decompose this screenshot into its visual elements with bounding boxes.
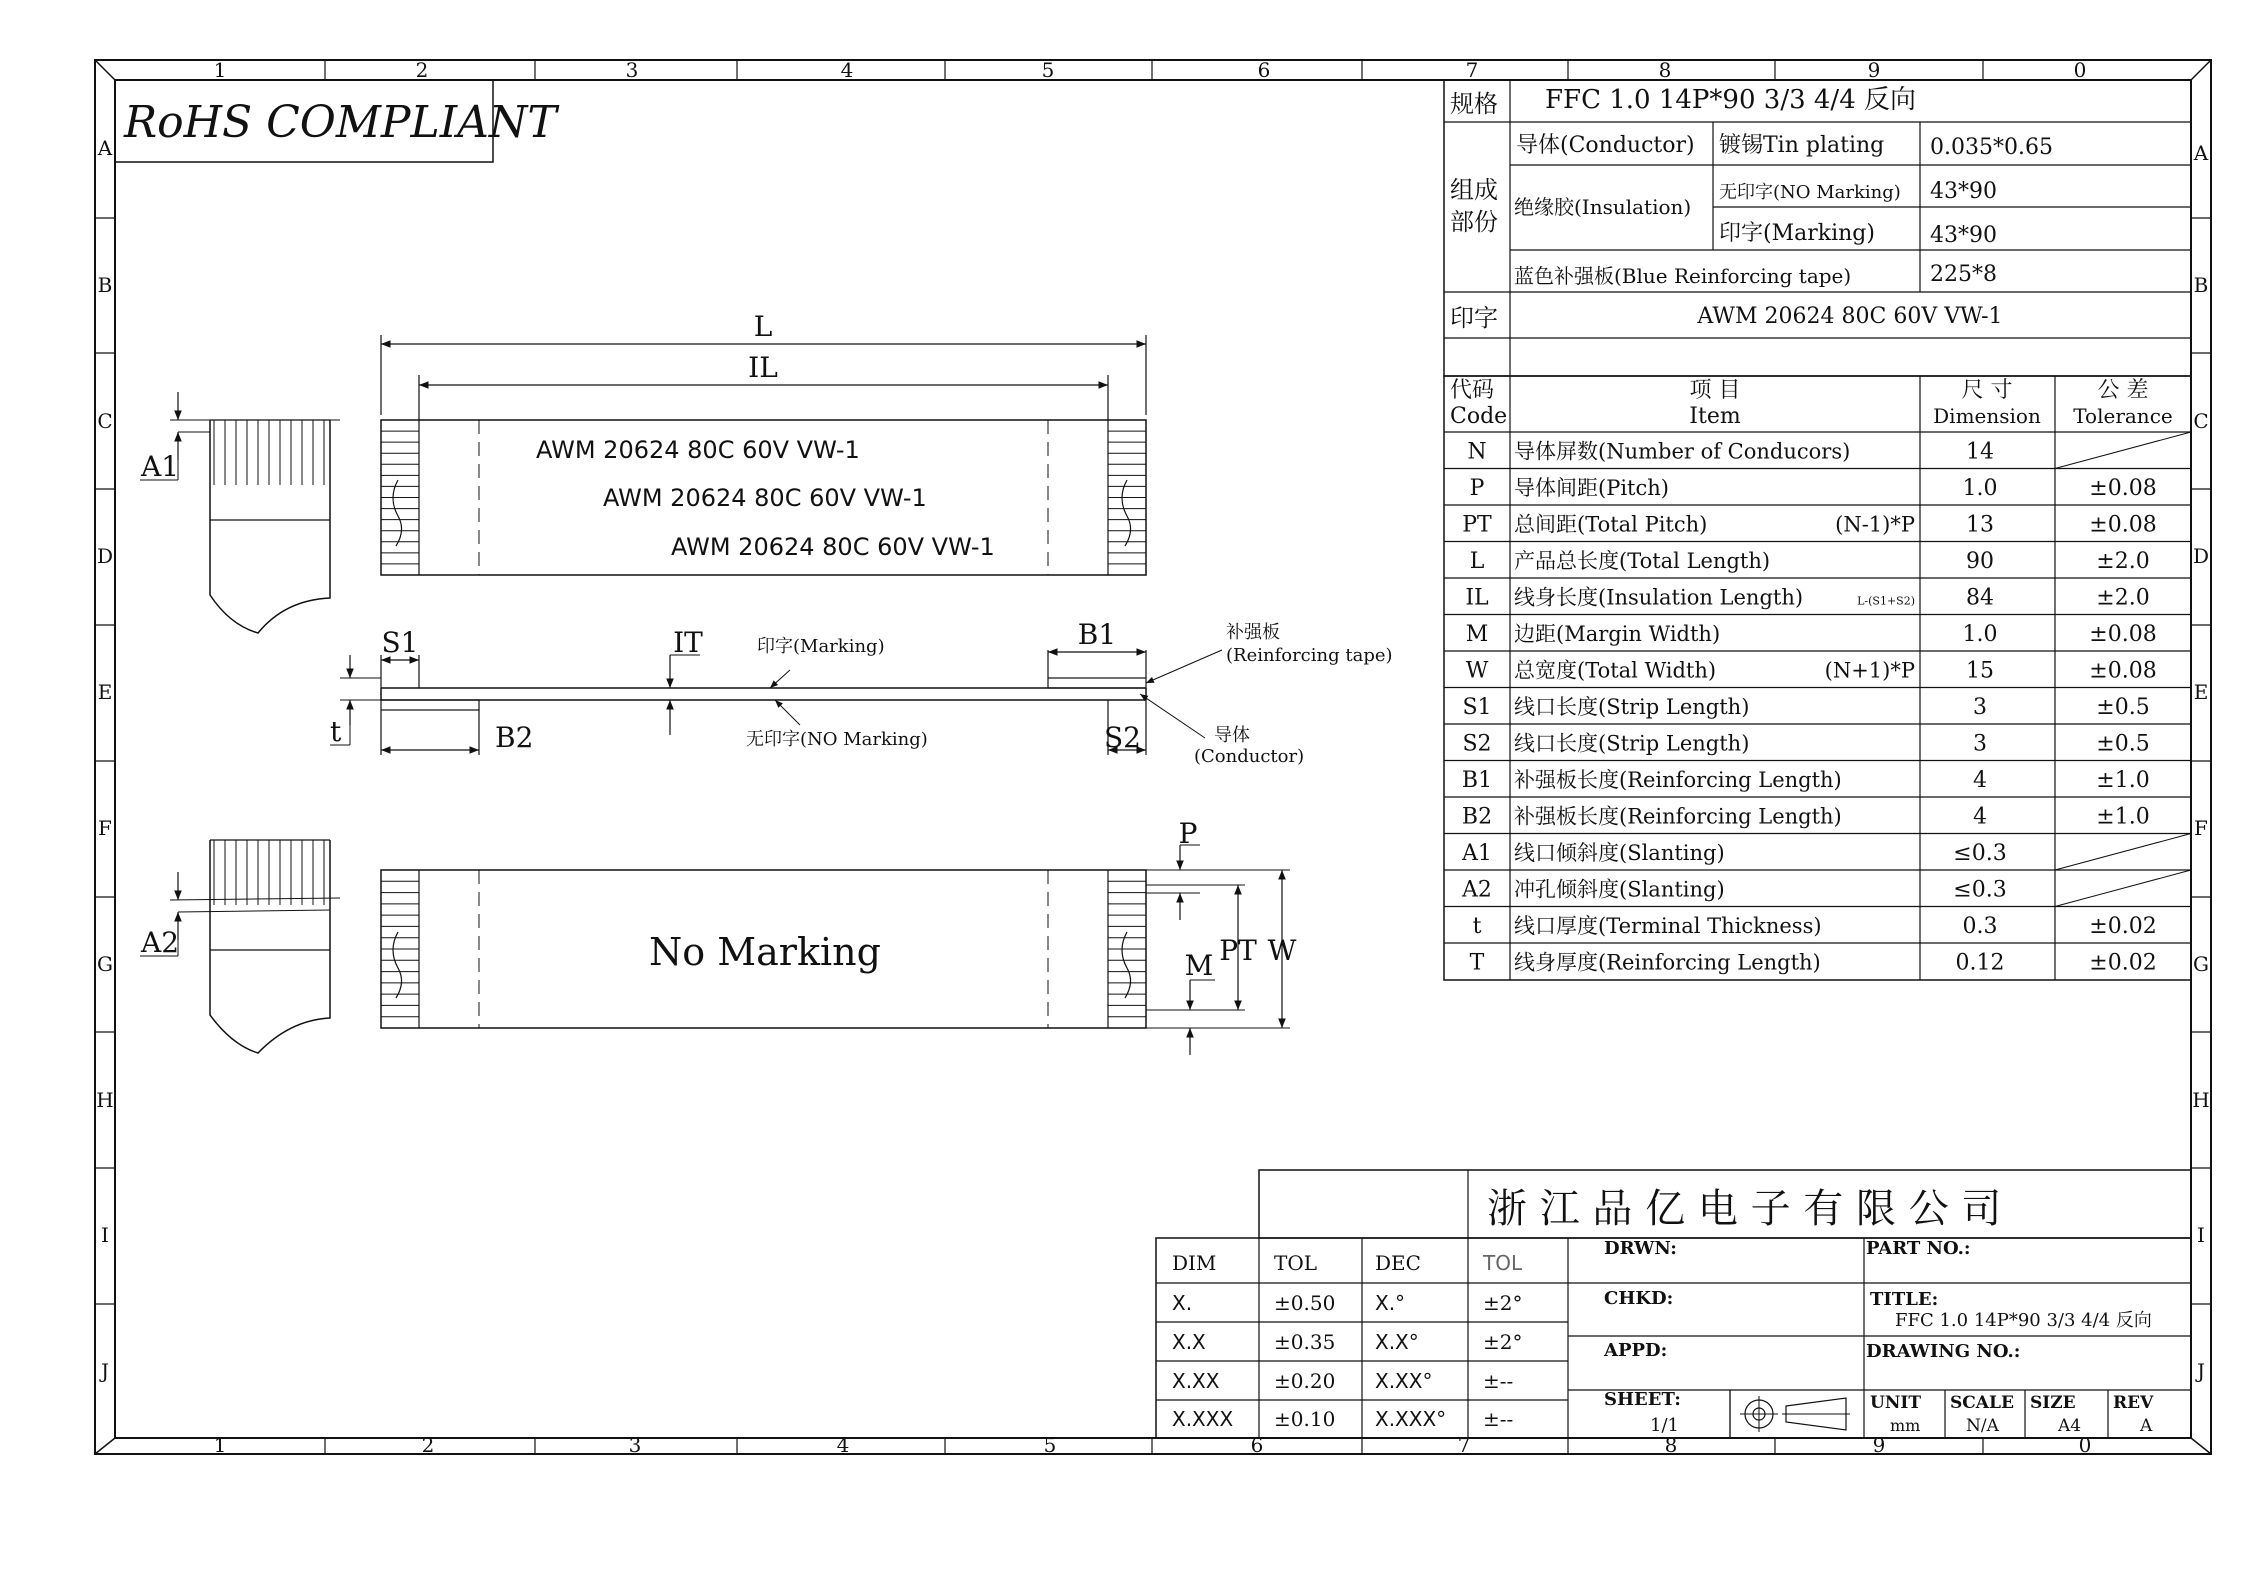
dim-label-w: W [1267, 934, 1297, 967]
row-dimension: 14 [1966, 439, 1994, 465]
dim-label-b1: B1 [1077, 618, 1117, 651]
col-dim-cn: 尺 寸 [1961, 378, 2013, 403]
tol-header-tol: TOL [1274, 1251, 1318, 1275]
dim-label-b2: B2 [495, 721, 534, 754]
tol-cell: X.XXX° [1375, 1407, 1447, 1431]
conductor-stripes-bottom-left [381, 881, 419, 1016]
a2-stripes [214, 840, 324, 905]
drwn-label: DRWN: [1604, 1238, 1677, 1259]
tol-cell: X.X° [1375, 1330, 1419, 1354]
zone-col-3: 3 [625, 58, 639, 82]
zone-row-c: C [97, 409, 113, 433]
zone-col-7: 7 [1465, 58, 1479, 82]
tol-header-dec: DEC [1375, 1251, 1421, 1275]
conductor-material: 镀锡Tin plating [1719, 133, 1885, 158]
tol-cell: ±0.20 [1274, 1369, 1336, 1393]
break-symbol-left [393, 480, 402, 546]
zone-row-j-right: J [2196, 1359, 2206, 1383]
conductor-value: 0.035*0.65 [1930, 135, 2053, 160]
zone-row-c-right: C [2193, 409, 2209, 433]
row-item: 产品总长度(Total Length) [1514, 548, 1771, 573]
zone-col-8: 8 [1658, 58, 1672, 82]
conductor-stripes-right [1108, 431, 1146, 564]
row-code: A2 [1462, 877, 1492, 903]
row-tolerance: ±0.02 [2089, 913, 2157, 939]
part-no-label: PART NO.: [1866, 1238, 1971, 1259]
row-code: B2 [1461, 804, 1493, 830]
row-tolerance: ±0.5 [2096, 694, 2150, 720]
conductor-callout-en: (Conductor) [1194, 746, 1305, 767]
rohs-badge [115, 80, 560, 162]
row-formula: (N+1)*P [1824, 658, 1915, 683]
zone-col-8-bottom: 8 [1664, 1433, 1678, 1457]
tol-cell: ±0.10 [1274, 1407, 1336, 1431]
row-tolerance-na [2055, 870, 2191, 907]
row-dimension: 3 [1973, 731, 1987, 757]
tol-cell: ±0.50 [1274, 1291, 1336, 1315]
zone-row-h-right: H [2192, 1088, 2210, 1112]
row-dimension: 0.3 [1962, 913, 1998, 939]
rohs-text: RoHS COMPLIANT [124, 97, 557, 148]
unit-value: mm [1890, 1416, 1921, 1435]
row-item: 边距(Margin Width) [1514, 621, 1721, 646]
tol-cell: ±2° [1483, 1291, 1523, 1315]
row-code: IL [1465, 585, 1489, 611]
zone-col-2-bottom: 2 [421, 1433, 435, 1457]
row-item: 导体间距(Pitch) [1514, 475, 1669, 500]
row-tolerance: ±1.0 [2096, 767, 2150, 793]
projection-symbol-icon [1740, 1396, 1850, 1432]
dimension-rows [1444, 432, 2191, 975]
tol-cell: ±2° [1483, 1330, 1523, 1354]
row-code: PT [1462, 512, 1492, 538]
dim-label-pt: PT [1219, 934, 1257, 967]
detail-a1 [140, 392, 340, 633]
row-item: 导体屏数(Number of Conducors) [1514, 439, 1851, 464]
insulation-label: 绝缘胶(Insulation) [1514, 195, 1692, 219]
row-dimension: 15 [1966, 658, 1994, 684]
side-view [330, 618, 1393, 767]
zone-row-g-right: G [2193, 952, 2209, 976]
row-dimension: 4 [1973, 767, 1987, 793]
row-code: t [1472, 913, 1482, 939]
zone-col-6: 6 [1257, 58, 1271, 82]
break-symbol-bottom-left [393, 932, 402, 998]
row-dimension: 4 [1973, 804, 1987, 830]
zone-row-j: J [100, 1359, 110, 1383]
zone-col-0: 0 [2073, 58, 2087, 82]
no-marking-value: 43*90 [1930, 179, 1997, 204]
row-tolerance: ±0.02 [2089, 950, 2157, 976]
bottom-view-no-marking [381, 817, 1297, 1055]
drawing-no-label: DRAWING NO.: [1866, 1341, 2021, 1362]
row-code: T [1469, 950, 1485, 976]
spec-table [1444, 80, 2191, 376]
row-tolerance-na [2055, 834, 2191, 871]
row-formula: (N-1)*P [1835, 512, 1915, 537]
spec-value: FFC 1.0 14P*90 3/3 4/4 反向 [1545, 85, 1916, 115]
rev-value: A [2140, 1416, 2153, 1436]
title-value: FFC 1.0 14P*90 3/3 4/4 反向 [1895, 1310, 2152, 1331]
composition-label-1: 组成 [1450, 176, 1498, 204]
dim-label-a2: A2 [141, 926, 180, 959]
dim-label-m: M [1184, 949, 1214, 982]
col-dim-en: Dimension [1933, 404, 2041, 428]
dimension-table [1444, 376, 2191, 980]
zone-col-1: 1 [213, 58, 227, 82]
tol-cell: X.X [1172, 1330, 1206, 1354]
row-dimension: ≤0.3 [1953, 840, 2007, 866]
dim-label-it: IT [673, 626, 703, 659]
dim-label-il: IL [748, 351, 778, 384]
zone-col-0-bottom: 0 [2078, 1433, 2092, 1457]
row-code: B1 [1461, 767, 1493, 793]
zone-col-9: 9 [1867, 58, 1881, 82]
row-code: W [1465, 658, 1489, 684]
tol-cell: ±0.35 [1274, 1330, 1336, 1354]
marking-line-1: AWM 20624 80C 60V VW-1 [536, 436, 860, 464]
col-tol-en: Tolerance [2073, 404, 2173, 428]
zone-row-a: A [97, 136, 113, 160]
row-item: 线口厚度(Terminal Thickness) [1514, 913, 1822, 938]
zone-col-9-bottom: 9 [1872, 1433, 1886, 1457]
appd-label: APPD: [1604, 1340, 1668, 1361]
sheet-label: SHEET: [1604, 1389, 1681, 1410]
row-item: 线口长度(Strip Length) [1514, 731, 1750, 756]
composition-label-2: 部份 [1450, 208, 1498, 236]
marking-label: 印字(Marking) [1719, 221, 1875, 246]
col-item-cn: 项 目 [1689, 378, 1741, 403]
col-tol-cn: 公 差 [2097, 378, 2149, 403]
tol-cell: X. [1172, 1291, 1193, 1315]
row-code: S2 [1462, 731, 1492, 757]
row-code: P [1469, 475, 1485, 501]
tol-cell: X.XX [1172, 1369, 1220, 1393]
zone-row-e: E [97, 680, 113, 704]
row-dimension: 90 [1966, 548, 1994, 574]
spec-label: 规格 [1450, 90, 1498, 118]
row-dimension: 3 [1973, 694, 1987, 720]
dim-label-l: L [753, 310, 773, 343]
detail-a2 [140, 840, 340, 1053]
row-tolerance: ±0.08 [2089, 475, 2157, 501]
a1-stripes [214, 420, 324, 485]
marking-callout: 印字(Marking) [757, 636, 885, 657]
row-formula: L-(S1+S2) [1857, 594, 1915, 608]
zone-row-d: D [96, 544, 114, 568]
row-item: 总宽度(Total Width) [1514, 658, 1717, 683]
tol-cell: X.XXX [1172, 1407, 1234, 1431]
tol-cell: X.° [1375, 1291, 1406, 1315]
row-dimension: 1.0 [1962, 621, 1998, 647]
row-tolerance: ±0.08 [2089, 512, 2157, 538]
zone-col-3-bottom: 3 [628, 1433, 642, 1457]
row-item: 冲孔倾斜度(Slanting) [1514, 877, 1725, 902]
row-tolerance: ±2.0 [2096, 548, 2150, 574]
conductor-stripes-bottom-right [1108, 881, 1146, 1016]
scale-value: N/A [1966, 1416, 1999, 1436]
col-item-en: Item [1689, 404, 1741, 429]
tol-header-tol2: TOL [1483, 1251, 1523, 1275]
row-tolerance: ±0.08 [2089, 658, 2157, 684]
zone-col-7-bottom: 7 [1457, 1433, 1471, 1457]
row-item: 线口长度(Strip Length) [1514, 694, 1750, 719]
no-marking-label: 无印字(NO Marking) [1719, 182, 1901, 203]
reinforcing-label: 蓝色补强板(Blue Reinforcing tape) [1514, 264, 1852, 288]
title-label: TITLE: [1870, 1289, 1939, 1310]
dim-label-t: t [330, 715, 342, 748]
zone-row-i: I [101, 1223, 109, 1247]
row-item: 线口倾斜度(Slanting) [1514, 840, 1725, 865]
company-name: 浙 江 品 亿 电 子 有 限 公 司 [1487, 1186, 2002, 1232]
row-item: 总间距(Total Pitch) [1514, 512, 1708, 537]
sheet-value: 1/1 [1650, 1415, 1679, 1436]
col-code-cn: 代码 [1450, 378, 1495, 403]
zone-row-a-right: A [2193, 141, 2209, 165]
row-tolerance: ±1.0 [2096, 804, 2150, 830]
row-item: 线身厚度(Reinforcing Length) [1514, 950, 1821, 975]
break-symbol-right [1122, 480, 1131, 546]
print-label: 印字 [1450, 304, 1498, 332]
row-item: 补强板长度(Reinforcing Length) [1514, 804, 1842, 829]
dim-label-a1: A1 [141, 450, 180, 483]
no-marking-text: No Marking [649, 930, 881, 974]
row-tolerance: ±2.0 [2096, 585, 2150, 611]
unit-label: UNIT [1870, 1393, 1921, 1413]
chkd-label: CHKD: [1604, 1288, 1674, 1309]
conductor-stripes-left [381, 431, 419, 564]
zone-col-1-bottom: 1 [213, 1433, 227, 1457]
zone-col-5: 5 [1041, 58, 1055, 82]
tol-header-dim: DIM [1172, 1251, 1217, 1275]
zone-row-g: G [97, 952, 113, 976]
reinforcing-value: 225*8 [1930, 262, 1997, 287]
tol-cell: ±-- [1483, 1369, 1514, 1393]
row-code: A1 [1462, 840, 1492, 866]
top-view-marking [381, 310, 1146, 575]
row-dimension: 13 [1966, 512, 1994, 538]
scale-label: SCALE [1950, 1393, 2014, 1413]
row-code: N [1467, 439, 1487, 465]
row-tolerance-na [2055, 432, 2191, 469]
row-dimension: ≤0.3 [1953, 877, 2007, 903]
row-item: 补强板长度(Reinforcing Length) [1514, 767, 1842, 792]
row-dimension: 1.0 [1962, 475, 1998, 501]
zone-col-5-bottom: 5 [1043, 1433, 1057, 1457]
zone-row-b-right: B [2193, 273, 2209, 297]
row-code: S1 [1462, 694, 1492, 720]
row-tolerance: ±0.08 [2089, 621, 2157, 647]
row-dimension: 84 [1966, 585, 1994, 611]
title-block [1156, 1170, 2191, 1438]
zone-row-b: B [97, 273, 113, 297]
zone-row-e-right: E [2193, 680, 2209, 704]
reinforcing-callout-cn: 补强板 [1226, 622, 1280, 643]
dim-label-s1: S1 [381, 626, 419, 659]
row-code: M [1465, 621, 1489, 647]
col-code-en: Code [1450, 404, 1508, 429]
print-value: AWM 20624 80C 60V VW-1 [1697, 304, 2003, 329]
size-value: A4 [2058, 1416, 2082, 1436]
tol-cell: ±-- [1483, 1407, 1514, 1431]
size-label: SIZE [2030, 1393, 2076, 1413]
row-code: L [1469, 548, 1485, 574]
row-tolerance: ±0.5 [2096, 731, 2150, 757]
zone-row-d-right: D [2192, 544, 2210, 568]
row-item: 线身长度(Insulation Length) [1514, 585, 1804, 610]
zone-col-4: 4 [840, 58, 854, 82]
dim-label-s2: S2 [1104, 721, 1141, 754]
reinforcing-callout-en: (Reinforcing tape) [1226, 645, 1393, 666]
row-dimension: 0.12 [1955, 950, 2005, 976]
zone-row-f: F [98, 816, 112, 840]
marking-value: 43*90 [1930, 223, 1997, 248]
zone-col-4-bottom: 4 [836, 1433, 850, 1457]
zone-row-f-right: F [2194, 816, 2208, 840]
break-symbol-bottom-right [1122, 932, 1131, 998]
zone-row-h: H [96, 1088, 114, 1112]
marking-line-3: AWM 20624 80C 60V VW-1 [671, 533, 995, 561]
zone-col-2: 2 [415, 58, 429, 82]
zone-col-6-bottom: 6 [1250, 1433, 1264, 1457]
marking-line-2: AWM 20624 80C 60V VW-1 [603, 484, 927, 512]
conductor-label: 导体(Conductor) [1516, 133, 1695, 158]
zone-row-i-right: I [2197, 1223, 2205, 1247]
no-marking-callout: 无印字(NO Marking) [746, 729, 928, 750]
rev-label: REV [2113, 1393, 2154, 1413]
dim-label-p: P [1178, 817, 1198, 850]
conductor-callout-cn: 导体 [1214, 725, 1250, 746]
tol-cell: X.XX° [1375, 1369, 1433, 1393]
